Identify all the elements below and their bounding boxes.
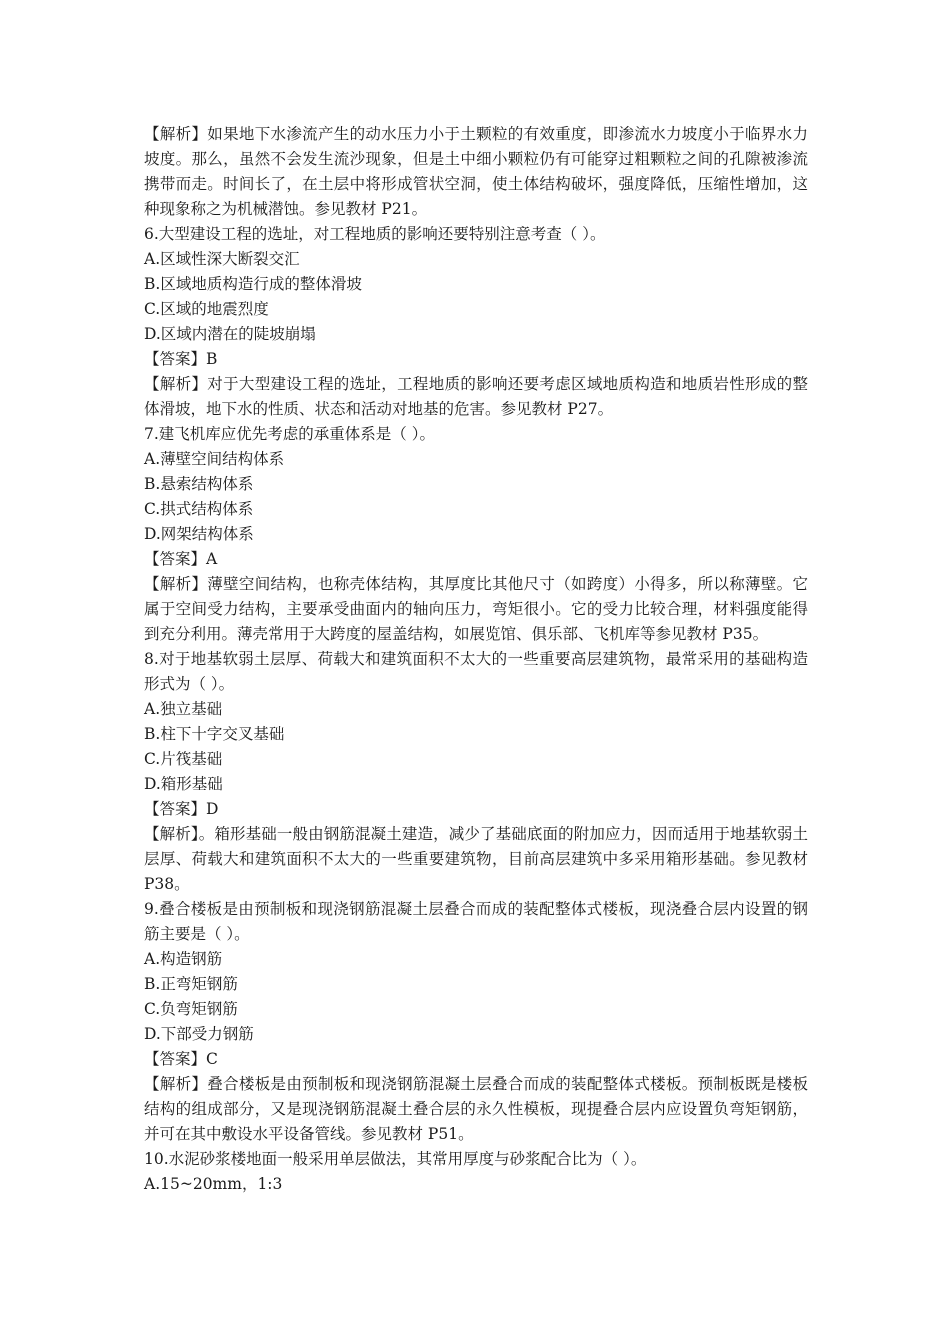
analysis-paragraph: 【解析】薄壁空间结构，也称壳体结构，其厚度比其他尺寸（如跨度）小得多，所以称薄壁。它属于空间受力结构，主要承受曲面内的轴向压力，弯矩很小。它的受力比较合理，材料强度能得到充分利用。薄壳常用于大跨度的屋盖结构，如展览馆、俱乐部、飞机库等参见教材 P35。 bbox=[144, 575, 808, 643]
option-c: C.区域的地震烈度 bbox=[144, 300, 269, 318]
answer-line: 【答案】A bbox=[144, 550, 218, 568]
option-c: C.负弯矩钢筋 bbox=[144, 1000, 238, 1018]
answer-line: 【答案】B bbox=[144, 350, 218, 368]
analysis-paragraph: 【解析】。箱形基础一般由钢筋混凝土建造，减少了基础底面的附加应力，因而适用于地基软弱土层厚、荷载大和建筑面积不太大的一些重要建筑物，目前高层建筑中多采用箱形基础。参见教材 P38。 bbox=[144, 825, 808, 893]
option-d: D.下部受力钢筋 bbox=[144, 1025, 254, 1043]
option-b: B.悬索结构体系 bbox=[144, 475, 254, 493]
option-c: C.拱式结构体系 bbox=[144, 500, 254, 518]
option-d: D.网架结构体系 bbox=[144, 525, 254, 543]
option-a: A.构造钢筋 bbox=[144, 950, 223, 968]
document-page bbox=[144, 122, 808, 1197]
option-a: A.区域性深大断裂交汇 bbox=[144, 250, 300, 268]
question-9: 9.叠合楼板是由预制板和现浇钢筋混凝土层叠合而成的装配整体式楼板，现浇叠合层内设置的钢筋主要是（ ）。 bbox=[144, 900, 808, 943]
option-a: A.薄壁空间结构体系 bbox=[144, 450, 285, 468]
option-b: B.正弯矩钢筋 bbox=[144, 975, 238, 993]
option-d: D.箱形基础 bbox=[144, 775, 223, 793]
answer-line: 【答案】C bbox=[144, 1050, 218, 1068]
option-d: D.区域内潜在的陡坡崩塌 bbox=[144, 325, 316, 343]
answer-line: 【答案】D bbox=[144, 800, 219, 818]
analysis-paragraph: 【解析】对于大型建设工程的选址，工程地质的影响还要考虑区域地质构造和地质岩性形成的整体滑坡，地下水的性质、状态和活动对地基的危害。参见教材 P27。 bbox=[144, 375, 808, 418]
analysis-paragraph: 【解析】叠合楼板是由预制板和现浇钢筋混凝土层叠合而成的装配整体式楼板。预制板既是楼板结构的组成部分，又是现浇钢筋混凝土叠合层的永久性模板，现提叠合层内应设置负弯矩钢筋，并可在其中敷设水平设备管线。参见教材 P51。 bbox=[144, 1075, 808, 1143]
question-7: 7.建飞机库应优先考虑的承重体系是（ ）。 bbox=[144, 425, 435, 443]
option-b: B.柱下十字交叉基础 bbox=[144, 725, 285, 743]
option-a: A.独立基础 bbox=[144, 700, 223, 718]
option-a: A.15~20mm，1:3 bbox=[144, 1175, 283, 1193]
option-c: C.片筏基础 bbox=[144, 750, 223, 768]
question-6: 6.大型建设工程的选址，对工程地质的影响还要特别注意考查（ ）。 bbox=[144, 225, 606, 243]
option-b: B.区域地质构造行成的整体滑坡 bbox=[144, 275, 362, 293]
analysis-paragraph: 【解析】如果地下水渗流产生的动水压力小于土颗粒的有效重度，即渗流水力坡度小于临界水力坡度。那么，虽然不会发生流沙现象，但是土中细小颗粒仍有可能穿过粗颗粒之间的孔隙被渗流携带而走。时间长了，在土层中将形成管状空洞，使土体结构破坏，强度降低，压缩性增加，这种现象称之为机械潜蚀。参见教材 P21。 bbox=[144, 125, 808, 218]
question-10: 10.水泥砂浆楼地面一般采用单层做法，其常用厚度与砂浆配合比为（ ）。 bbox=[144, 1150, 647, 1168]
question-8: 8.对于地基软弱土层厚、荷载大和建筑面积不太大的一些重要高层建筑物，最常采用的基础构造形式为（ ）。 bbox=[144, 650, 808, 693]
